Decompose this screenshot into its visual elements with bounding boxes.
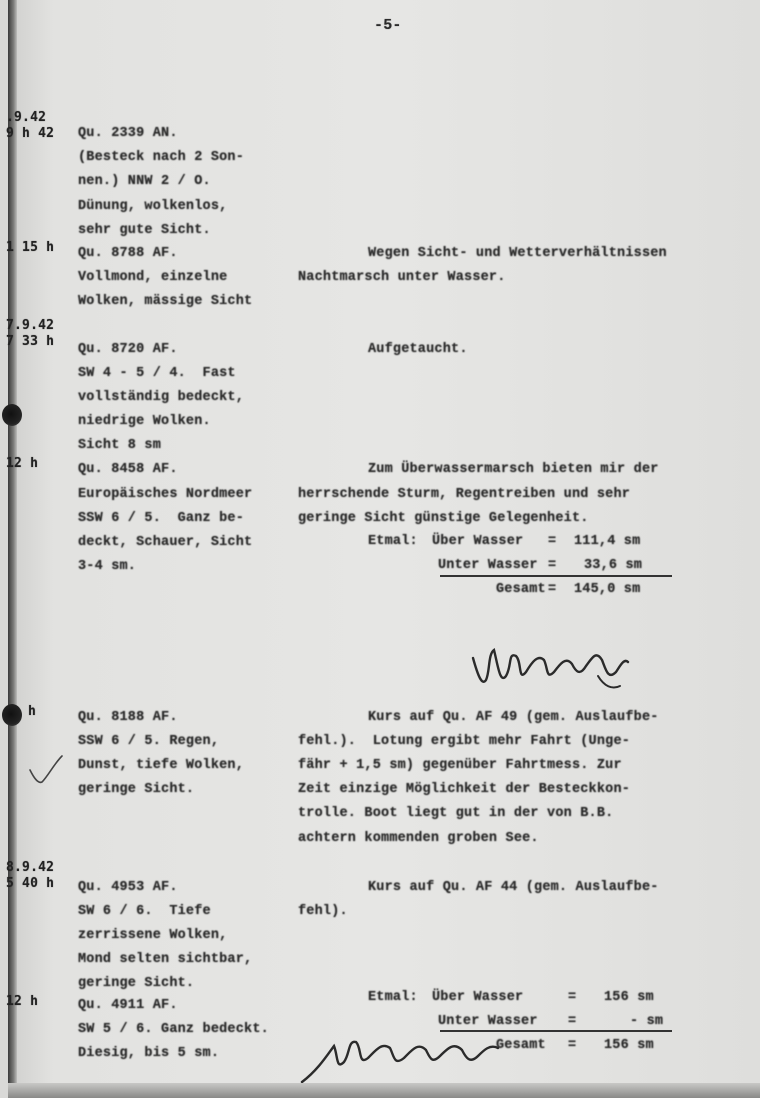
etmal-row-op: = <box>548 534 557 549</box>
entry-right-line: Kurs auf Qu. AF 44 (gem. Auslaufbe- <box>368 880 659 895</box>
handwritten-signature <box>298 1020 508 1090</box>
etmal-row-value: 145,0 sm <box>574 582 641 597</box>
etmal-row-op: = <box>568 1038 577 1053</box>
margin-check-mark <box>26 752 66 788</box>
entry-right-line: fehl.). Lotung ergibt mehr Fahrt (Unge- <box>298 734 631 749</box>
page-bottom-edge <box>8 1083 760 1098</box>
entry-right-line: fähr + 1,5 sm) gegenüber Fahrtmess. Zur <box>298 758 622 773</box>
entry-left-line: SSW 6 / 5. Regen, <box>78 734 220 749</box>
etmal-row-op: = <box>568 1014 577 1029</box>
etmal-row-name: Gesamt <box>496 1038 546 1053</box>
etmal-row-value: 111,4 sm <box>574 534 641 549</box>
page-number: -5- <box>374 17 402 34</box>
entry-left-line: Vollmond, einzelne <box>78 270 228 285</box>
entry-time: 12 h <box>6 994 39 1009</box>
entry-left-line: Qu. 8720 AF. <box>78 342 178 357</box>
entry-left-line: Dunst, tiefe Wolken, <box>78 758 245 773</box>
punch-hole <box>2 704 22 726</box>
entry-time: h <box>28 704 37 719</box>
entry-left-line: Diesig, bis 5 sm. <box>78 1046 220 1061</box>
entry-right-line: Wegen Sicht- und Wetterverhältnissen <box>368 246 667 261</box>
page-binding-edge <box>8 0 17 1098</box>
entry-left-line: niedrige Wolken. <box>78 414 211 429</box>
entry-right-line: achtern kommenden groben See. <box>298 831 539 846</box>
etmal-row-name: Unter Wasser <box>438 1014 538 1029</box>
entry-left-line: geringe Sicht. <box>78 782 195 797</box>
entry-left-line: (Besteck nach 2 Son- <box>78 150 245 165</box>
entry-left-line: Europäisches Nordmeer <box>78 487 253 502</box>
etmal-row-op: = <box>548 582 557 597</box>
entry-date: 7.9.42 <box>6 318 55 333</box>
entry-right-line: Nachtmarsch unter Wasser. <box>298 270 506 285</box>
entry-left-line: SW 4 - 5 / 4. Fast <box>78 366 236 381</box>
etmal-row-value: 156 sm <box>604 1038 654 1053</box>
entry-left-line: Mond selten sichtbar, <box>78 952 253 967</box>
etmal-row-name: Unter Wasser <box>438 558 538 573</box>
etmal-row-value: - sm <box>630 1014 664 1029</box>
entry-left-line: Qu. 2339 AN. <box>78 126 178 141</box>
entry-left-line: sehr gute Sicht. <box>78 223 211 238</box>
entry-left-line: Dünung, wolkenlos, <box>78 199 228 214</box>
entry-left-line: Wolken, mässige Sicht <box>78 294 253 309</box>
entry-right-line: Kurs auf Qu. AF 49 (gem. Auslaufbe- <box>368 710 659 725</box>
entry-left-line: Qu. 8188 AF. <box>78 710 178 725</box>
handwritten-signature <box>468 636 638 696</box>
entry-left-line: SW 5 / 6. Ganz bedeckt. <box>78 1022 269 1037</box>
entry-left-line: SSW 6 / 5. Ganz be- <box>78 511 245 526</box>
entry-time: 7 33 h <box>6 334 55 349</box>
entry-right-line: fehl). <box>298 904 348 919</box>
sum-rule <box>440 575 672 577</box>
entry-left-line: deckt, Schauer, Sicht <box>78 535 253 550</box>
etmal-label: Etmal: <box>368 990 418 1005</box>
entry-left-line: geringe Sicht. <box>78 976 195 991</box>
entry-right-line: Aufgetaucht. <box>368 342 468 357</box>
etmal-row-name: Über Wasser <box>432 990 524 1005</box>
document-page <box>8 0 760 1098</box>
etmal-row-op: = <box>548 558 557 573</box>
entry-left-line: nen.) NNW 2 / O. <box>78 174 211 189</box>
entry-right-line: Zeit einzige Möglichkeit der Besteckkon- <box>298 782 631 797</box>
entry-time: 12 h <box>6 456 39 471</box>
punch-hole <box>2 404 22 426</box>
entry-left-line: Qu. 8788 AF. <box>78 246 178 261</box>
entry-right-line: Zum Überwassermarsch bieten mir der <box>368 462 659 477</box>
etmal-label: Etmal: <box>368 534 418 549</box>
etmal-row-name: Über Wasser <box>432 534 524 549</box>
entry-left-line: Qu. 4953 AF. <box>78 880 178 895</box>
etmal-row-value: 156 sm <box>604 990 654 1005</box>
entry-time: 5 40 h <box>6 876 55 891</box>
entry-left-line: SW 6 / 6. Tiefe <box>78 904 211 919</box>
entry-left-line: zerrissene Wolken, <box>78 928 228 943</box>
entry-time: 9 h 42 <box>6 126 55 141</box>
etmal-row-name: Gesamt <box>496 582 546 597</box>
entry-left-line: Qu. 8458 AF. <box>78 462 178 477</box>
entry-time: 1 15 h <box>6 240 55 255</box>
entry-date: .9.42 <box>6 110 47 125</box>
entry-left-line: Qu. 4911 AF. <box>78 998 178 1013</box>
entry-right-line: herrschende Sturm, Regentreiben und sehr <box>298 487 631 502</box>
entry-left-line: Sicht 8 sm <box>78 438 162 453</box>
entry-date: 8.9.42 <box>6 860 55 875</box>
entry-left-line: vollständig bedeckt, <box>78 390 245 405</box>
entry-right-line: trolle. Boot liegt gut in der von B.B. <box>298 806 614 821</box>
etmal-row-op: = <box>568 990 577 1005</box>
entry-right-line: geringe Sicht günstige Gelegenheit. <box>298 511 589 526</box>
etmal-row-value: 33,6 sm <box>584 558 643 573</box>
entry-left-line: 3-4 sm. <box>78 559 137 574</box>
